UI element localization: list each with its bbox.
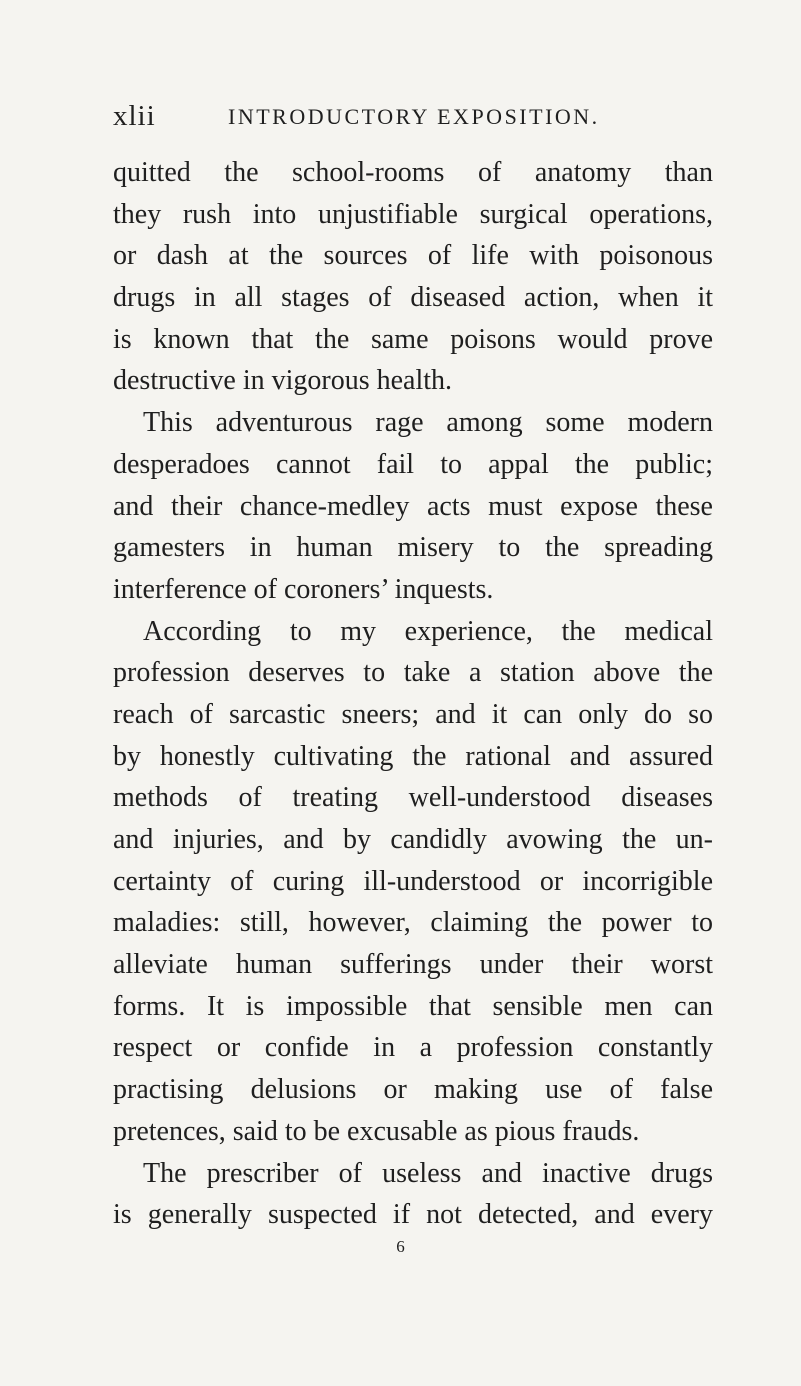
text-line: they rush into unjustifiable surgical operations, bbox=[113, 198, 713, 230]
text-line: and their chance-medley acts must expose these bbox=[113, 490, 713, 522]
text-line: practising delusions or making use of false bbox=[113, 1074, 713, 1106]
text-line: pretences, said to be excusable as pious frauds. bbox=[113, 1115, 640, 1147]
text-line: is known that the same poisons would prove bbox=[113, 323, 713, 355]
text-line: maladies: still, however, claiming the power to bbox=[113, 907, 713, 939]
paragraph-start-line: The prescriber of useless and inactive drugs bbox=[143, 1157, 713, 1189]
text-line: destructive in vigorous health. bbox=[113, 365, 453, 397]
text-line: certainty of curing ill-understood or incorrigible bbox=[113, 865, 713, 897]
text-line: reach of sarcastic sneers; and it can only do so bbox=[113, 698, 713, 730]
page-number: xlii bbox=[113, 100, 156, 132]
paragraph-start-line: This adventurous rage among some modern bbox=[143, 407, 713, 439]
running-head: INTRODUCTORY EXPOSITION. bbox=[228, 104, 600, 129]
text-line: by honestly cultivating the rational and assured bbox=[113, 740, 713, 772]
signature-mark: 6 bbox=[396, 1237, 405, 1256]
text-line: desperadoes cannot fail to appal the public; bbox=[113, 448, 713, 480]
text-line: or dash at the sources of life with poisonous bbox=[113, 240, 713, 272]
text-line: profession deserves to take a station above the bbox=[113, 657, 713, 689]
text-line: methods of treating well-understood diseases bbox=[113, 782, 713, 814]
text-line: gamesters in human misery to the spreading bbox=[113, 532, 713, 564]
text-line: drugs in all stages of diseased action, when it bbox=[113, 282, 713, 314]
text-line: is generally suspected if not detected, and every bbox=[113, 1199, 713, 1231]
text-line: respect or confide in a profession constantly bbox=[113, 1032, 713, 1064]
text-line: and injuries, and by candidly avowing the un- bbox=[113, 824, 713, 855]
paragraph-start-line: According to my experience, the medical bbox=[143, 615, 713, 647]
text-line: alleviate human sufferings under their worst bbox=[113, 949, 713, 981]
text-line: interference of coroners’ inquests. bbox=[113, 573, 494, 605]
body-text bbox=[113, 152, 713, 1236]
page-header bbox=[113, 100, 713, 140]
text-line: quitted the school-rooms of anatomy than bbox=[113, 157, 713, 188]
text-line: forms. It is impossible that sensible men can bbox=[113, 990, 713, 1022]
